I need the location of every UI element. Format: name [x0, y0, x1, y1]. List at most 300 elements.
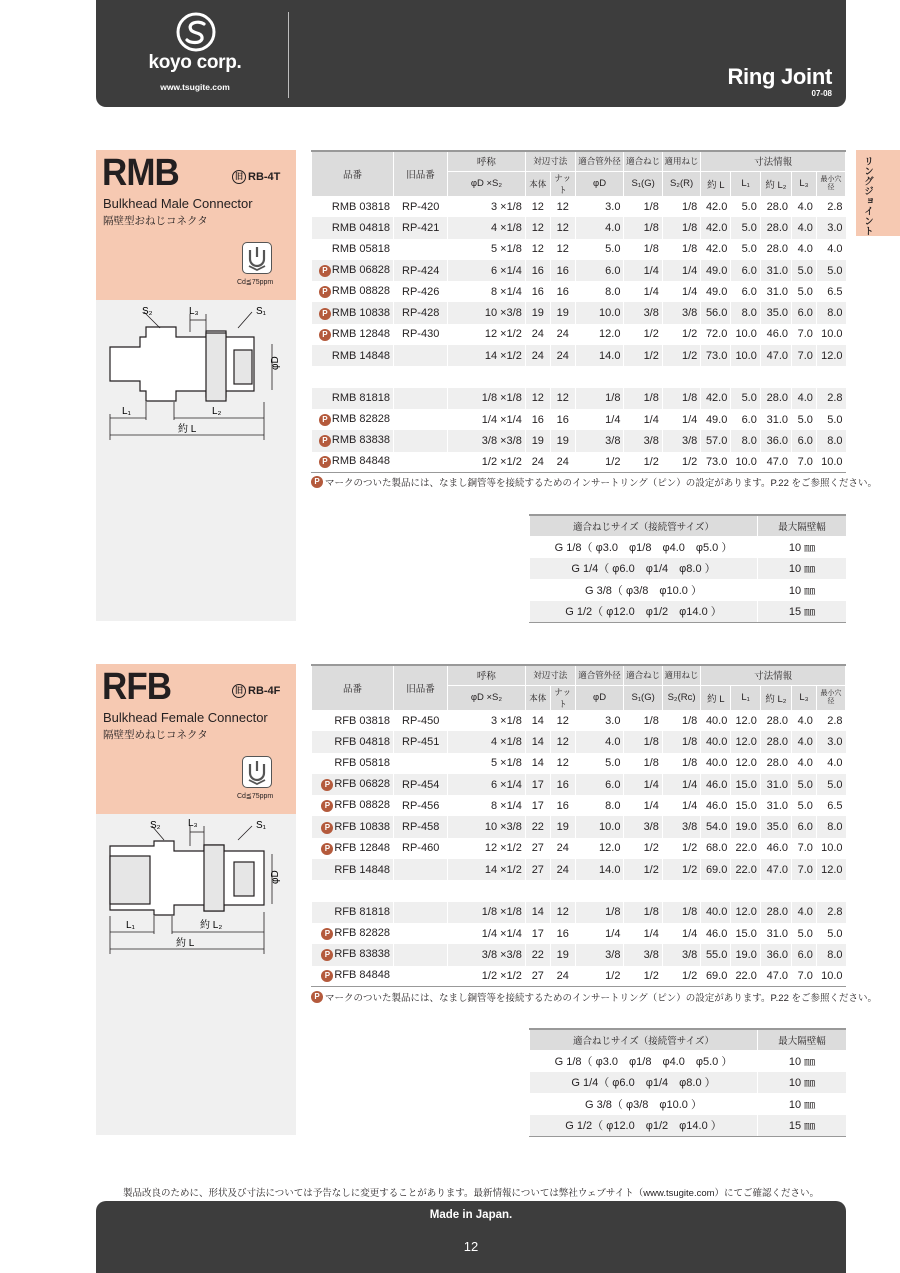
cell-body: 14 [525, 710, 550, 731]
cell-old: RP-454 [394, 774, 448, 795]
cell-nom: 4 ×1/8 [448, 217, 526, 238]
cell-s1: 1/2 [624, 345, 662, 366]
table-row [312, 196, 846, 217]
cell-old: RP-430 [394, 324, 448, 345]
table-row [312, 966, 846, 987]
cell-s1: 1/2 [624, 859, 662, 880]
table-row [312, 217, 846, 238]
cell-l2: 31.0 [760, 774, 791, 795]
cell-nut: 12 [550, 710, 575, 731]
cell-old [394, 859, 448, 880]
cell-old [394, 923, 448, 944]
cell-body: 14 [525, 753, 550, 774]
cell-body: 16 [525, 260, 550, 281]
p-mark-icon: P [321, 928, 333, 940]
cell-l2: 47.0 [760, 966, 791, 987]
p-mark-icon: P [319, 308, 331, 320]
table-row [312, 944, 846, 965]
cell-l3: 4.0 [792, 217, 817, 238]
cell-hole: 6.5 [816, 795, 845, 816]
cell-body: 24 [525, 452, 550, 473]
cell-nut: 12 [550, 217, 575, 238]
cell-s1: 1/4 [624, 409, 662, 430]
cell-nut: 16 [550, 923, 575, 944]
cell-l: 73.0 [701, 345, 731, 366]
cell-hole: 3.0 [816, 731, 845, 752]
cell-part: P RMB 06828 [312, 260, 394, 281]
cell-l1: 15.0 [731, 923, 761, 944]
cell-l1: 10.0 [731, 452, 761, 473]
cell-nut: 24 [550, 324, 575, 345]
rmb-panel [96, 150, 296, 621]
cell-l3: 7.0 [792, 838, 817, 859]
cell-nom: 1/2 ×1/2 [448, 966, 526, 987]
cell-part: P RFB 83838 [312, 944, 394, 965]
cell-l3: 7.0 [792, 452, 817, 473]
cell-l2: 31.0 [760, 260, 791, 281]
p-mark-icon: P [311, 991, 323, 1003]
cell-l1: 15.0 [731, 774, 761, 795]
cell-hole: 12.0 [816, 859, 845, 880]
cell-size: G 3/8（ φ3/8 φ10.0 ） [530, 1093, 758, 1115]
cell-l3: 6.0 [792, 430, 817, 451]
cell-max: 10 ㎜ [758, 579, 847, 601]
cell-od: 3/8 [575, 430, 624, 451]
cell-l2: 35.0 [760, 816, 791, 837]
cell-l3: 6.0 [792, 944, 817, 965]
table-row [530, 579, 847, 601]
cell-nom: 3 ×1/8 [448, 710, 526, 731]
cell-nut: 24 [550, 452, 575, 473]
cell-body: 27 [525, 859, 550, 880]
product-name-jp: 隔壁型おねじコネクタ [103, 215, 208, 227]
cell-nom: 10 ×3/8 [448, 816, 526, 837]
cell-old: RP-426 [394, 281, 448, 302]
cell-nom: 1/8 ×1/8 [448, 902, 526, 923]
cell-l1: 5.0 [731, 196, 761, 217]
table-row [312, 710, 846, 731]
cell-l1: 12.0 [731, 710, 761, 731]
cell-od: 1/4 [575, 409, 624, 430]
cell-hole: 8.0 [816, 816, 845, 837]
cell-l: 42.0 [701, 217, 731, 238]
cell-nut: 24 [550, 838, 575, 859]
cell-body: 24 [525, 324, 550, 345]
cell-part: P RFB 06828 [312, 774, 394, 795]
cell-old: RP-456 [394, 795, 448, 816]
cell-nut: 19 [550, 302, 575, 323]
product-name-jp: 隔壁型めねじコネクタ [103, 729, 208, 741]
cell-part: RFB 05818 [312, 753, 394, 774]
cell-hole: 4.0 [816, 239, 845, 260]
table-row [312, 430, 846, 451]
cell-part: P RMB 10838 [312, 302, 394, 323]
cell-part: RFB 04818 [312, 731, 394, 752]
cell-nom: 1/2 ×1/2 [448, 452, 526, 473]
cell-s1: 1/4 [624, 774, 662, 795]
cell-l2: 28.0 [760, 902, 791, 923]
cell-l: 72.0 [701, 324, 731, 345]
cell-part: RMB 81818 [312, 388, 394, 409]
cell-l3: 5.0 [792, 774, 817, 795]
company-url[interactable]: www.tsugite.com [160, 82, 230, 92]
cell-l3: 4.0 [792, 731, 817, 752]
cell-l3: 7.0 [792, 859, 817, 880]
cell-s2: 1/4 [662, 409, 700, 430]
p-mark-note: P マークのついた製品には、なまし銅管等を接続するためのインサートリング（ピン）の設定があります。P.22 をご参照ください。 [311, 475, 877, 489]
table-row [530, 1072, 847, 1094]
rmb-wall-table: 適合ねじサイズ（接続管サイズ） 最大隔壁幅 G 1/8（ φ3.0 φ1/8 φ4.0 φ5.0 ） 10 ㎜ G 1/4（ φ6.0 φ1/4 φ8.0 ） 10 ㎜ G 3/8（ φ3/8 φ10.0 ） 10 ㎜ G 1/2（ φ12.0 φ1/2 φ14.0 ） 15 ㎜ [529, 514, 846, 623]
cell-nut: 24 [550, 345, 575, 366]
cell-nom: 14 ×1/2 [448, 859, 526, 880]
cell-size: G 1/8（ φ3.0 φ1/8 φ4.0 φ5.0 ） [530, 536, 758, 558]
cell-od: 6.0 [575, 774, 624, 795]
label-od: φD [270, 870, 281, 884]
cell-max: 10 ㎜ [758, 558, 847, 580]
cell-l3: 6.0 [792, 816, 817, 837]
cell-l: 55.0 [701, 944, 731, 965]
cell-nut: 12 [550, 239, 575, 260]
p-mark-icon: P [319, 265, 331, 277]
table-row-spacer [312, 880, 846, 901]
cell-s1: 1/2 [624, 838, 662, 859]
cell-l2: 28.0 [760, 710, 791, 731]
page-header [96, 0, 846, 107]
cell-max: 15 ㎜ [758, 601, 847, 623]
cell-l2: 28.0 [760, 753, 791, 774]
cell-s2: 1/2 [662, 452, 700, 473]
cell-body: 16 [525, 409, 550, 430]
cell-nom: 12 ×1/2 [448, 324, 526, 345]
page-title: Ring Joint [727, 64, 832, 89]
cell-size: G 1/2（ φ12.0 φ1/2 φ14.0 ） [530, 1115, 758, 1137]
product-code: RFB [102, 666, 172, 708]
cell-s1: 3/8 [624, 944, 662, 965]
side-tab[interactable] [856, 150, 900, 236]
table-row [312, 239, 846, 260]
cell-s2: 3/8 [662, 302, 700, 323]
table-row [312, 774, 846, 795]
side-tab-label: リングジョイント [862, 156, 873, 236]
p-mark-icon: P [321, 779, 333, 791]
page-footer [96, 1201, 846, 1273]
cell-body: 12 [525, 196, 550, 217]
table-row [312, 902, 846, 923]
table-row [312, 302, 846, 323]
cell-nom: 5 ×1/8 [448, 239, 526, 260]
cell-hole: 4.0 [816, 753, 845, 774]
cell-l2: 28.0 [760, 196, 791, 217]
cell-old: RP-428 [394, 302, 448, 323]
cell-l: 40.0 [701, 710, 731, 731]
cell-l1: 12.0 [731, 753, 761, 774]
cell-l: 49.0 [701, 281, 731, 302]
cell-hole: 8.0 [816, 302, 845, 323]
table-row-spacer [312, 366, 846, 387]
cell-s1: 1/2 [624, 966, 662, 987]
cell-l1: 19.0 [731, 944, 761, 965]
p-mark-icon: P [321, 822, 333, 834]
cell-body: 19 [525, 302, 550, 323]
cell-l: 57.0 [701, 430, 731, 451]
cell-old [394, 753, 448, 774]
cell-l2: 36.0 [760, 944, 791, 965]
label-l3: L₃ [189, 306, 199, 317]
cell-size: G 3/8（ φ3/8 φ10.0 ） [530, 579, 758, 601]
cell-hole: 5.0 [816, 409, 845, 430]
cell-l2: 31.0 [760, 281, 791, 302]
cell-old [394, 239, 448, 260]
cell-part: P RMB 84848 [312, 452, 394, 473]
cell-l: 69.0 [701, 859, 731, 880]
cell-l: 42.0 [701, 239, 731, 260]
cell-body: 22 [525, 816, 550, 837]
cell-l3: 5.0 [792, 795, 817, 816]
cell-l3: 4.0 [792, 388, 817, 409]
made-in-japan: Made in Japan. [429, 1209, 513, 1221]
cell-nut: 16 [550, 281, 575, 302]
cell-nom: 12 ×1/2 [448, 838, 526, 859]
cell-old: RP-460 [394, 838, 448, 859]
cell-l1: 8.0 [731, 430, 761, 451]
rmb-title-block [96, 150, 296, 300]
cell-od: 3/8 [575, 944, 624, 965]
label-l3: L₃ [188, 818, 198, 829]
cell-l1: 6.0 [731, 260, 761, 281]
koyo-logo-icon [176, 12, 216, 52]
cell-od: 5.0 [575, 239, 624, 260]
cell-od: 1/2 [575, 452, 624, 473]
cell-l1: 19.0 [731, 816, 761, 837]
cell-old: RP-420 [394, 196, 448, 217]
rfb-title-block [96, 664, 296, 814]
cell-nut: 19 [550, 816, 575, 837]
cell-hole: 5.0 [816, 923, 845, 944]
rmb-drawing [102, 302, 290, 452]
cell-s2: 3/8 [662, 816, 700, 837]
rfb-drawing [102, 816, 290, 966]
cell-l: 49.0 [701, 260, 731, 281]
cell-hole: 10.0 [816, 324, 845, 345]
cell-s2: 1/2 [662, 838, 700, 859]
table-row [312, 452, 846, 473]
cell-od: 12.0 [575, 838, 624, 859]
cell-nut: 16 [550, 260, 575, 281]
p-mark-icon: P [321, 949, 333, 961]
cell-nut: 24 [550, 859, 575, 880]
cell-l1: 5.0 [731, 239, 761, 260]
cell-l2: 46.0 [760, 324, 791, 345]
cell-s2: 3/8 [662, 430, 700, 451]
cell-s2: 1/4 [662, 795, 700, 816]
product-code: RMB [102, 152, 179, 194]
cell-l1: 12.0 [731, 902, 761, 923]
cell-body: 27 [525, 838, 550, 859]
cell-l2: 47.0 [760, 452, 791, 473]
cell-body: 17 [525, 795, 550, 816]
cell-od: 1/2 [575, 966, 624, 987]
product-name-en: Bulkhead Male Connector [103, 196, 253, 211]
cell-nom: 5 ×1/8 [448, 753, 526, 774]
table-row [312, 388, 846, 409]
cell-s1: 1/2 [624, 324, 662, 345]
cell-s2: 1/8 [662, 388, 700, 409]
cell-old [394, 944, 448, 965]
cell-l: 49.0 [701, 409, 731, 430]
p-mark-icon: P [319, 435, 331, 447]
cell-l1: 10.0 [731, 345, 761, 366]
cell-s2: 1/8 [662, 196, 700, 217]
cell-od: 1/8 [575, 388, 624, 409]
label-s2: S₂ [142, 306, 153, 317]
cell-old [394, 430, 448, 451]
cell-part: P RMB 83838 [312, 430, 394, 451]
cell-od: 4.0 [575, 731, 624, 752]
label-s1: S₁ [256, 820, 267, 831]
cell-nut: 16 [550, 774, 575, 795]
cell-s2: 1/8 [662, 731, 700, 752]
cell-s2: 1/8 [662, 710, 700, 731]
header-divider [288, 12, 289, 98]
cell-s2: 1/8 [662, 753, 700, 774]
table-row [312, 816, 846, 837]
p-mark-icon: P [319, 329, 331, 341]
cell-l1: 22.0 [731, 838, 761, 859]
cadmium-cert-icon [242, 242, 272, 274]
cell-nut: 19 [550, 944, 575, 965]
cell-nut: 12 [550, 902, 575, 923]
cell-l3: 5.0 [792, 923, 817, 944]
cell-part: P RMB 08828 [312, 281, 394, 302]
label-s1: S₁ [256, 306, 267, 317]
page-number: 12 [463, 1239, 479, 1254]
rfb-panel [96, 664, 296, 1135]
cell-s1: 1/8 [624, 731, 662, 752]
cell-nut: 16 [550, 795, 575, 816]
cell-od: 14.0 [575, 345, 624, 366]
table-row [312, 859, 846, 880]
cell-l2: 31.0 [760, 923, 791, 944]
rfb-spec-table: 品番 旧品番 呼称 対辺寸法 適合管外径 適合ねじ 適用ねじ 寸法情報 φD ×S₂ 本体 ナット φD S₁(G) S₂(Rc) 約 L L₁ 約 L₂ L₃ 最小穴径 RFB 03818 RP-450 3 ×1/8 14 12 3.0 1/8 1/8 40.0 12.0 28.0 4.0 2.8 RFB 04818 RP-451 4 ×1/8 14 12 4.0 1/8 1/8 40.0 12.0 28.0 4.0 3.0 RFB 05818 5 ×1/8 14 12 5.0 1/8 1/8 40.0 12.0 28.0 4.0 4.0 P RFB 06828 RP-454 6 ×1/4 17 16 6.0 1/4 1/4 46.0 15.0 31.0 5.0 5.0 P RFB 08828 RP-456 8 ×1/4 17 16 8.0 1/4 1/4 46.0 15.0 31.0 5.0 6.5 P RFB 10838 RP-458 10 ×3/8 22 19 10.0 3/8 3/8 54.0 19.0 35.0 6.0 8.0 P RFB 12848 RP-460 12 ×1/2 27 24 12.0 1/2 1/2 68.0 22.0 46.0 7.0 10.0 RFB 14848 14 ×1/2 27 24 14.0 1/2 1/2 69.0 22.0 47.0 7.0 12.0 RFB 81818 1/8 ×1/8 14 12 1/8 1/8 1/8 40.0 12.0 28.0 4.0 2.8 P RFB 82828 1/4 ×1/4 17 16 1/4 1/4 1/4 46.0 15.0 31.0 5.0 5.0 P RFB 83838 3/8 ×3/8 22 19 3/8 3/8 3/8 55.0 19.0 36.0 6.0 8.0 P RFB 84848 1/2 ×1/2 27 24 1/2 1/2 1/2 69.0 22.0 47.0 7.0 10.0 [311, 664, 846, 987]
rmb-spec-table: 品番 旧品番 呼称 対辺寸法 適合管外径 適合ねじ 適用ねじ 寸法情報 φD ×S₂ 本体 ナット φD S₁(G) S₂(R) 約 L L₁ 約 L₂ L₃ 最小穴径 RMB 03818 RP-420 3 ×1/8 12 12 3.0 1/8 1/8 42.0 5.0 28.0 4.0 2.8 RMB 04818 RP-421 4 ×1/8 12 12 4.0 1/8 1/8 42.0 5.0 28.0 4.0 3.0 RMB 05818 5 ×1/8 12 12 5.0 1/8 1/8 42.0 5.0 28.0 4.0 4.0 P RMB 06828 RP-424 6 ×1/4 16 16 6.0 1/4 1/4 49.0 6.0 31.0 5.0 5.0 P RMB 08828 RP-426 8 ×1/4 16 16 8.0 1/4 1/4 49.0 6.0 31.0 5.0 6.5 P RMB 10838 RP-428 10 ×3/8 19 19 10.0 3/8 3/8 56.0 8.0 35.0 6.0 8.0 P RMB 12848 RP-430 12 ×1/2 24 24 12.0 1/2 1/2 72.0 10.0 46.0 7.0 10.0 RMB 14848 14 ×1/2 24 24 14.0 1/2 1/2 73.0 10.0 47.0 7.0 12.0 RMB 81818 1/8 ×1/8 12 12 1/8 1/8 1/8 42.0 5.0 28.0 4.0 2.8 P RMB 82828 1/4 ×1/4 16 16 1/4 1/4 1/4 49.0 6.0 31.0 5.0 5.0 P RMB 83838 3/8 ×3/8 19 19 3/8 3/8 3/8 57.0 8.0 36.0 6.0 8.0 P RMB 84848 1/2 ×1/2 24 24 1/2 1/2 1/2 73.0 10.0 47.0 7.0 10.0 [311, 150, 846, 473]
cell-l1: 22.0 [731, 966, 761, 987]
cell-s2: 1/4 [662, 923, 700, 944]
cell-s1: 1/8 [624, 239, 662, 260]
cell-s2: 1/8 [662, 239, 700, 260]
cell-nut: 24 [550, 966, 575, 987]
cell-body: 19 [525, 430, 550, 451]
cell-part: P RFB 82828 [312, 923, 394, 944]
p-mark-icon: P [319, 286, 331, 298]
table-row [312, 409, 846, 430]
old-code-badge: 旧 RB-4F [232, 684, 280, 698]
cell-s1: 3/8 [624, 302, 662, 323]
cell-l: 54.0 [701, 816, 731, 837]
cell-body: 17 [525, 774, 550, 795]
p-mark-icon: P [321, 843, 333, 855]
cell-nom: 1/4 ×1/4 [448, 923, 526, 944]
cell-part: RFB 81818 [312, 902, 394, 923]
cell-hole: 5.0 [816, 260, 845, 281]
cell-size: G 1/8（ φ3.0 φ1/8 φ4.0 φ5.0 ） [530, 1050, 758, 1072]
cell-nom: 3 ×1/8 [448, 196, 526, 217]
cell-l: 42.0 [701, 196, 731, 217]
label-l1: L₁ [122, 406, 131, 417]
cell-od: 3.0 [575, 196, 624, 217]
cell-l1: 6.0 [731, 281, 761, 302]
cell-size: G 1/2（ φ12.0 φ1/2 φ14.0 ） [530, 601, 758, 623]
cell-od: 1/8 [575, 902, 624, 923]
cell-l1: 5.0 [731, 217, 761, 238]
table-row [312, 260, 846, 281]
cell-hole: 2.8 [816, 710, 845, 731]
label-od: φD [270, 356, 281, 370]
cell-l2: 47.0 [760, 345, 791, 366]
cell-nom: 10 ×3/8 [448, 302, 526, 323]
cell-s2: 1/8 [662, 902, 700, 923]
cell-size: G 1/4（ φ6.0 φ1/4 φ8.0 ） [530, 1072, 758, 1094]
cell-body: 12 [525, 239, 550, 260]
cell-nom: 14 ×1/2 [448, 345, 526, 366]
cell-nom: 8 ×1/4 [448, 795, 526, 816]
cell-l3: 4.0 [792, 902, 817, 923]
cell-l: 46.0 [701, 795, 731, 816]
cell-od: 8.0 [575, 795, 624, 816]
cell-l: 46.0 [701, 774, 731, 795]
cell-od: 4.0 [575, 217, 624, 238]
table-row [530, 536, 847, 558]
cell-l: 56.0 [701, 302, 731, 323]
cell-s2: 3/8 [662, 944, 700, 965]
cell-nom: 1/8 ×1/8 [448, 388, 526, 409]
cell-old [394, 966, 448, 987]
cell-old [394, 388, 448, 409]
cell-size: G 1/4（ φ6.0 φ1/4 φ8.0 ） [530, 558, 758, 580]
cell-nut: 19 [550, 430, 575, 451]
label-approx-l: 約 L [178, 424, 197, 435]
cell-s2: 1/4 [662, 260, 700, 281]
table-row [530, 1115, 847, 1137]
cell-l2: 35.0 [760, 302, 791, 323]
cell-part: RMB 03818 [312, 196, 394, 217]
table-row [312, 923, 846, 944]
cell-od: 12.0 [575, 324, 624, 345]
cell-s1: 1/8 [624, 753, 662, 774]
cell-l3: 4.0 [792, 753, 817, 774]
cell-l3: 5.0 [792, 281, 817, 302]
label-l2: 約 L₂ [200, 920, 223, 931]
cell-nut: 12 [550, 753, 575, 774]
cell-s1: 1/8 [624, 217, 662, 238]
cell-od: 6.0 [575, 260, 624, 281]
cell-part: RFB 14848 [312, 859, 394, 880]
table-row [312, 324, 846, 345]
cell-max: 10 ㎜ [758, 536, 847, 558]
table-row [312, 753, 846, 774]
cell-nut: 12 [550, 731, 575, 752]
cell-l3: 4.0 [792, 196, 817, 217]
cell-s1: 3/8 [624, 430, 662, 451]
cell-s2: 1/2 [662, 859, 700, 880]
cell-l: 42.0 [701, 388, 731, 409]
p-mark-icon: P [321, 800, 333, 812]
cell-l: 68.0 [701, 838, 731, 859]
rfb-wall-table: 適合ねじサイズ（接続管サイズ） 最大隔壁幅 G 1/8（ φ3.0 φ1/8 φ4.0 φ5.0 ） 10 ㎜ G 1/4（ φ6.0 φ1/4 φ8.0 ） 10 ㎜ G 3/8（ φ3/8 φ10.0 ） 10 ㎜ G 1/2（ φ12.0 φ1/2 φ14.0 ） 15 ㎜ [529, 1028, 846, 1137]
cell-l1: 22.0 [731, 859, 761, 880]
cell-l1: 5.0 [731, 388, 761, 409]
cell-old: RP-421 [394, 217, 448, 238]
product-name-en: Bulkhead Female Connector [103, 710, 268, 725]
